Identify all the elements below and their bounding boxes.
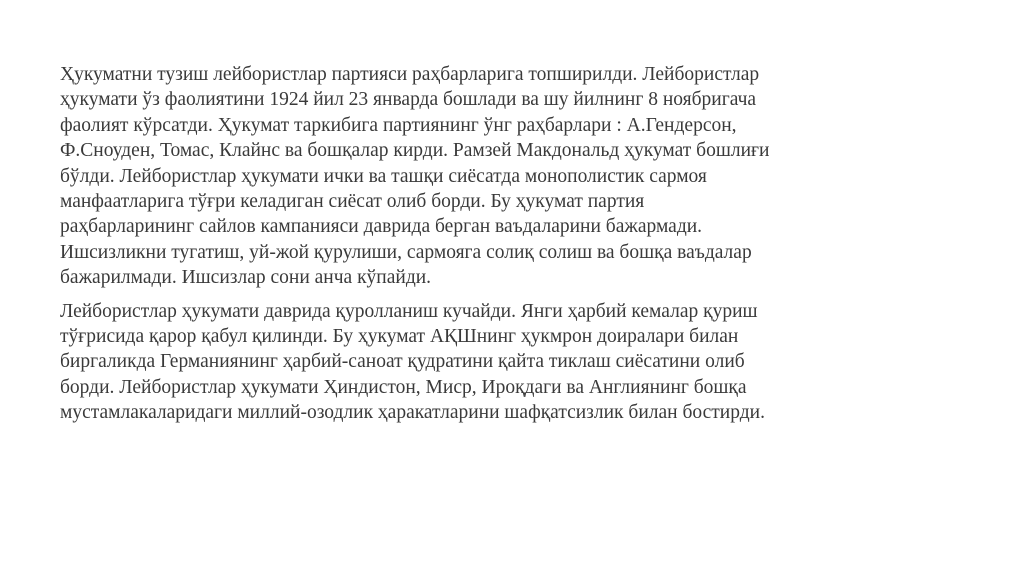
text-line: Ишсизликни тугатиш, уй-жой қурулиши, сармояга солиқ солиш ва бошқа ваъдалар <box>60 241 752 263</box>
text-line: тўғрисида қарор қабул қилинди. Бу ҳукумат АҚШнинг ҳукмрон доиралари билан <box>60 326 739 348</box>
text-line: фаолият кўрсатди. Ҳукумат таркибига партиянинг ўнг раҳбарлари : А.Гендерсон, <box>60 114 737 136</box>
text-line: бўлди. Лейбористлар ҳукумати ички ва ташқи сиёсатда монополистик сармоя <box>60 165 707 187</box>
slide-body-text <box>60 62 960 426</box>
text-line: манфаатларига тўғри келадиган сиёсат олиб борди. Бу ҳукумат партия <box>60 191 645 213</box>
text-line: биргаликда Германиянинг ҳарбий-саноат қудратини қайта тиклаш сиёсатини олиб <box>60 351 745 373</box>
text-line: Ф.Сноуден, Томас, Клайнс ва бошқалар кирди. Рамзей Макдональд ҳукумат бошлиғи <box>60 140 770 162</box>
text-line: мустамлакаларидаги миллий-озодлик ҳаракатларини шафқатсизлик билан бостирди. <box>60 402 765 424</box>
text-line: раҳбарларининг сайлов кампанияси даврида берган ваъдаларини бажармади. <box>60 216 703 238</box>
text-line: бажарилмади. Ишсизлар сони анча кўпайди. <box>60 267 432 289</box>
text-line: Ҳукуматни тузиш лейбористлар партияси раҳбарларига топширилди. Лейбористлар <box>60 64 760 85</box>
text-line: Лейбористлар ҳукумати даврида қуролланиш кучайди. Янги ҳарбий кемалар қуриш <box>60 300 758 322</box>
paragraph-1 <box>60 62 960 291</box>
paragraph-2 <box>60 299 960 426</box>
text-line: борди. Лейбористлар ҳукумати Ҳиндистон, Миср, Ироқдаги ва Англиянинг бошқа <box>60 376 747 398</box>
text-line: ҳукумати ўз фаолиятини 1924 йил 23 январда бошлади ва шу йилнинг 8 ноябригача <box>60 89 757 111</box>
